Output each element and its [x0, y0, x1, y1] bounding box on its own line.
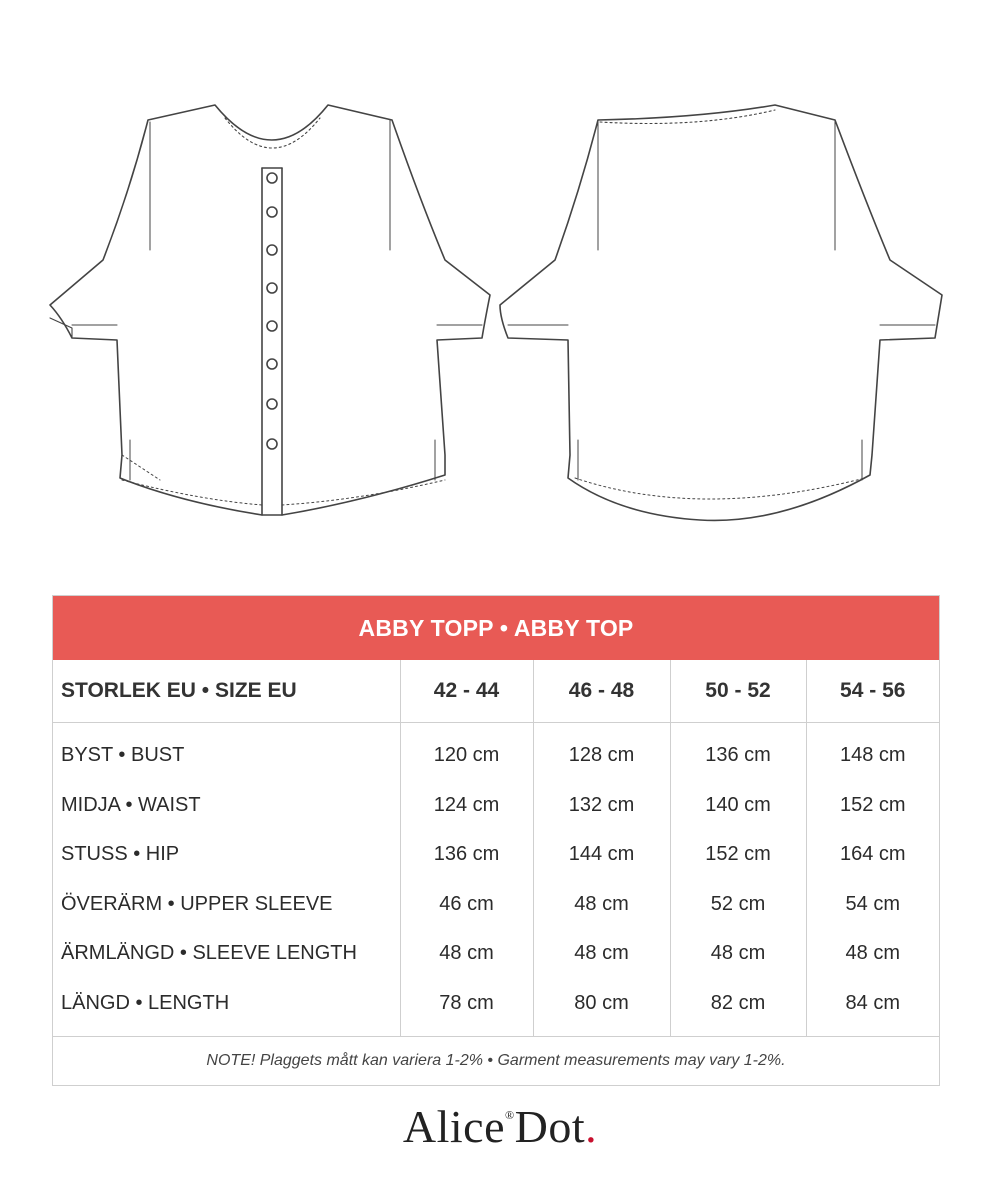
- size-column-header: 54 - 56: [806, 660, 939, 723]
- table-row: [53, 880, 939, 930]
- table-row: [53, 979, 939, 1037]
- table-cell: 80 cm: [533, 979, 670, 1037]
- row-label: STUSS • HIP: [61, 843, 180, 866]
- logo-text-dot: Dot: [514, 1101, 586, 1152]
- table-cell: 48 cm: [670, 929, 806, 979]
- table-cell: 48 cm: [533, 929, 670, 979]
- table-cell: 136 cm: [400, 830, 533, 880]
- table-cell: 140 cm: [670, 781, 806, 831]
- table-header-row: [53, 660, 939, 723]
- measurement-note: NOTE! Plaggets mått kan variera 1-2% • Garment measurements may vary 1-2%.: [53, 1036, 939, 1085]
- row-label: ÄRMLÄNGD • SLEEVE LENGTH: [61, 942, 357, 965]
- table-cell: 84 cm: [806, 979, 939, 1037]
- table-cell: 54 cm: [806, 880, 939, 930]
- size-chart-title: ABBY TOPP • ABBY TOP: [53, 596, 939, 660]
- garment-front-icon: [50, 105, 490, 515]
- table-cell: 48 cm: [400, 929, 533, 979]
- table-row: [53, 723, 939, 781]
- registered-mark: ®: [505, 1108, 515, 1122]
- table-cell: 132 cm: [533, 781, 670, 831]
- table-cell: 82 cm: [670, 979, 806, 1037]
- logo-red-dot: .: [585, 1101, 598, 1152]
- table-cell: 52 cm: [670, 880, 806, 930]
- table-cell: 144 cm: [533, 830, 670, 880]
- table-cell: 148 cm: [806, 723, 939, 781]
- table-cell: 120 cm: [400, 723, 533, 781]
- garment-drawings: [0, 0, 1000, 560]
- size-column-header: 46 - 48: [533, 660, 670, 723]
- table-cell: 164 cm: [806, 830, 939, 880]
- table-cell: 78 cm: [400, 979, 533, 1037]
- size-column-header: 50 - 52: [670, 660, 806, 723]
- size-chart: [52, 595, 940, 1086]
- size-table: [53, 660, 939, 1036]
- row-label: ÖVERÄRM • UPPER SLEEVE: [61, 892, 333, 915]
- garment-back-icon: [500, 105, 942, 520]
- table-row: [53, 781, 939, 831]
- size-column-header: 42 - 44: [400, 660, 533, 723]
- table-cell: 152 cm: [806, 781, 939, 831]
- row-label: LÄNGD • LENGTH: [61, 991, 230, 1014]
- table-cell: 152 cm: [670, 830, 806, 880]
- logo-text-alice: Alice: [402, 1101, 505, 1152]
- table-cell: 48 cm: [533, 880, 670, 930]
- row-label: BYST • BUST: [61, 744, 185, 767]
- table-cell: 124 cm: [400, 781, 533, 831]
- size-header-label: STORLEK EU • SIZE EU: [53, 660, 400, 723]
- row-label: MIDJA • WAIST: [61, 793, 201, 816]
- table-row: [53, 830, 939, 880]
- table-cell: 136 cm: [670, 723, 806, 781]
- brand-logo: [0, 1100, 1000, 1153]
- table-cell: 128 cm: [533, 723, 670, 781]
- table-row: [53, 929, 939, 979]
- table-cell: 46 cm: [400, 880, 533, 930]
- table-cell: 48 cm: [806, 929, 939, 979]
